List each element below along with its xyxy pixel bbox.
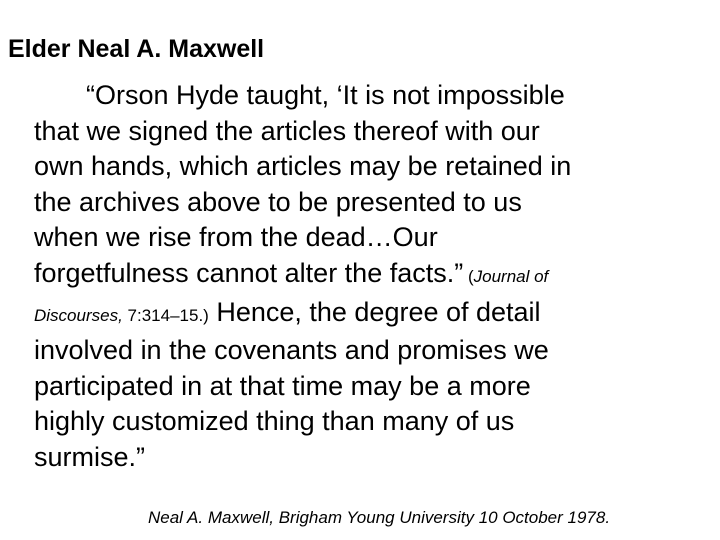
quote-line-8: involved in the covenants and promises we [34,335,549,366]
citation-source-part-1: Journal of [473,266,549,286]
quote-line-11: surmise.” [34,441,146,472]
quote-line-3: own hands, which articles may be retained in [34,151,572,182]
citation-source-part-2: Discourses, [34,305,123,325]
citation-volume-page: 7:314–15.) [122,305,209,325]
quote-line-6 [34,256,674,295]
quote-line-7-text: Hence, the degree of detail [208,296,541,327]
quote-line-1 [34,78,674,114]
quote-line-4: the archives above to be presented to us [34,186,522,217]
quote-line-9: participated in at that time may be a more [34,370,531,401]
quote-line-7 [34,295,674,334]
quote-attribution: Neal A. Maxwell, Brigham Young University 10 October 1978. [148,508,611,527]
quote-body [34,78,674,476]
quote-line-2: that we signed the articles thereof with our [34,115,540,146]
quote-line-10: highly customized thing than many of us [34,406,515,437]
slide-title: Elder Neal A. Maxwell [8,35,265,63]
citation-open: ( [463,266,474,286]
quote-line-6-text: forgetfulness cannot alter the facts.” [34,257,464,288]
quote-line-1-text: “Orson Hyde taught, ‘It is not impossible [86,80,565,110]
quote-line-5: when we rise from the dead…Our [34,222,438,253]
